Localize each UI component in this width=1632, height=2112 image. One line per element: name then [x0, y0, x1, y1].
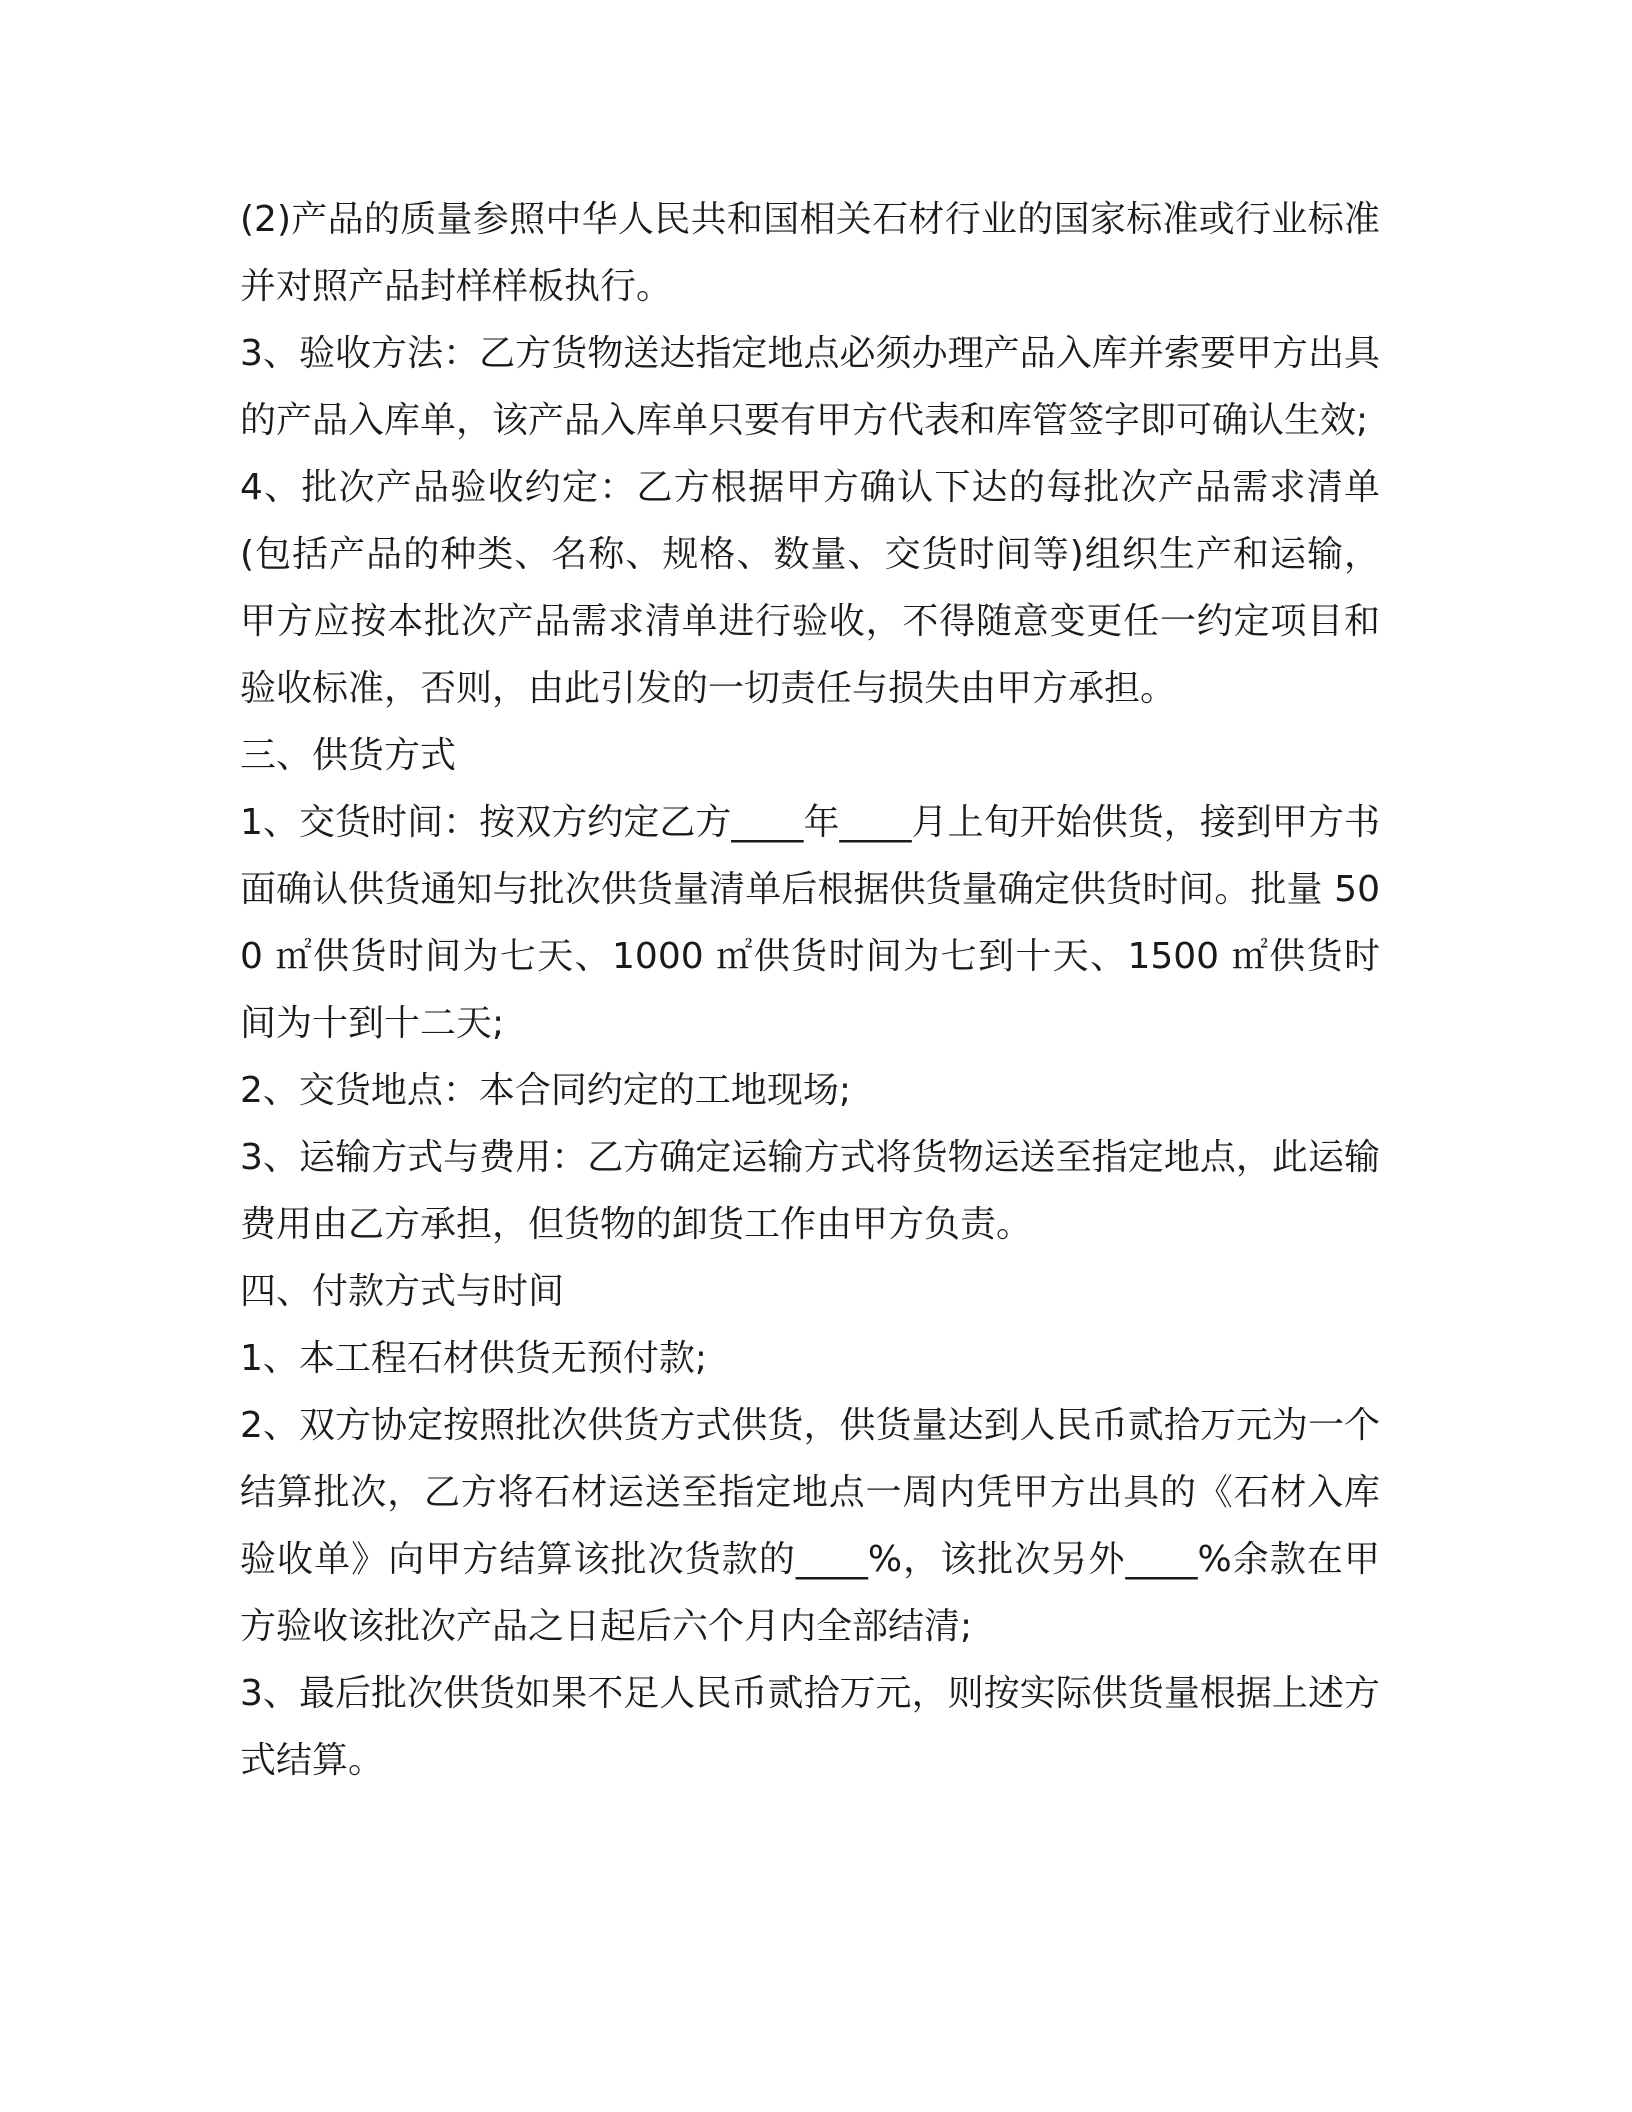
quality-standard-paragraph: (2)产品的质量参照中华人民共和国相关石材行业的国家标准或行业标准并对照产品封样样板执行。 [240, 199, 1380, 307]
delivery-time-paragraph: 1、交货时间：按双方约定乙方____年____月上旬开始供货，接到甲方书面确认供货通知与批次供货量清单后根据供货量确定供货时间。批量 500 ㎡供货时间为七天、1000 ㎡供货时间为七到十天、1500 ㎡供货时间为十到十二天; [240, 802, 1380, 1044]
section-heading-payment: 四、付款方式与时间 [240, 1271, 565, 1312]
section-heading-supply-method: 三、供货方式 [240, 735, 457, 776]
batch-acceptance-paragraph: 4、批次产品验收约定：乙方根据甲方确认下达的每批次产品需求清单(包括产品的种类、名称、规格、数量、交货时间等)组织生产和运输，甲方应按本批次产品需求清单进行验收，不得随意变更任一约定项目和验收标准，否则，由此引发的一切责任与损失由甲方承担。 [240, 467, 1380, 709]
transport-cost-paragraph: 3、运输方式与费用：乙方确定运输方式将货物运送至指定地点，此运输费用由乙方承担，但货物的卸货工作由甲方负责。 [240, 1137, 1380, 1245]
no-prepayment-paragraph: 1、本工程石材供货无预付款; [240, 1338, 708, 1379]
batch-settlement-paragraph: 2、双方协定按照批次供货方式供货，供货量达到人民币贰拾万元为一个结算批次，乙方将石材运送至指定地点一周内凭甲方出具的《石材入库验收单》向甲方结算该批次货款的____%，该批次另外____%余款在甲方验收该批次产品之日起后六个月内全部结清; [240, 1405, 1380, 1647]
final-batch-paragraph: 3、最后批次供货如果不足人民币贰拾万元，则按实际供货量根据上述方式结算。 [240, 1673, 1380, 1781]
delivery-location-paragraph: 2、交货地点：本合同约定的工地现场; [240, 1070, 852, 1111]
acceptance-method-paragraph: 3、验收方法：乙方货物送达指定地点必须办理产品入库并索要甲方出具的产品入库单，该产品入库单只要有甲方代表和库管签字即可确认生效; [240, 333, 1380, 441]
document-body [240, 186, 1380, 1794]
